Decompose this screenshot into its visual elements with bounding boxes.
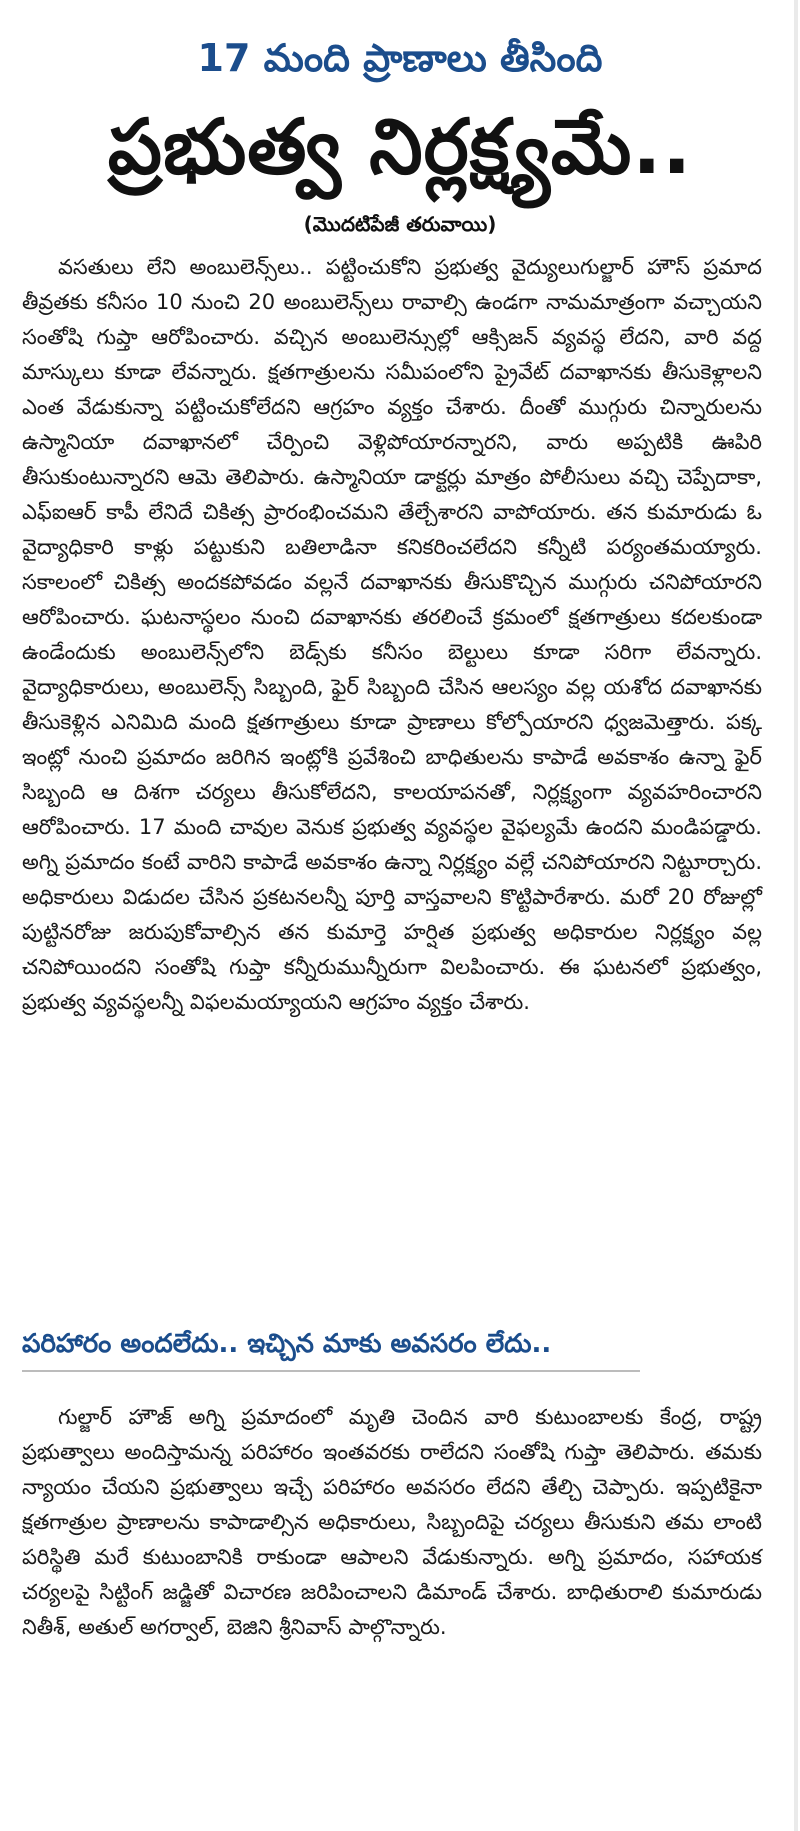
article-paragraph-2: గుల్జార్ హౌజ్ అగ్ని ప్రమాదంలో మృతి చెందిన వారి కుటుంబాలకు కేంద్ర, రాష్ట్ర ప్రభుత్వాలు అందిస్తామన్న పరిహారం ఇంతవరకు రాలేదని సంతోషి గుప్తా తెలిపారు. తమకు న్యాయం చేయని ప్రభుత్వాలు ఇచ్చే పరిహారం అవసరం లేదని తేల్చి చెప్పారు. ఇప్పటికైనా క్షతగాత్రుల ప్రాణాలను కాపాడాల్సిన అధికారులు, సిబ్బందిపై చర్యలు తీసుకుని తమ లాంటి పరిస్థితి మరే కుటుంబానికి రాకుండా ఆపాలని వేడుకున్నారు. అగ్ని ప్రమాదం, సహాయక చర్యలపై సిట్టింగ్ జడ్జితో విచారణ జరిపించాలని డిమాండ్ చేశారు. బాధితురాలి కుమారుడు నితీశ్, అతుల్ అగర్వాల్, బెజిని శ్రీనివాస్ పాల్గొన్నారు.	[22, 1405, 762, 1639]
article-headline: ప్రభుత్వ నిర్లక్ష్యమే..	[107, 102, 693, 191]
page-edge-rule	[794, 0, 798, 1831]
article-subhead: పరిహారం అందలేదు.. ఇచ్చిన మాకు అవసరం లేదు..	[22, 1322, 640, 1372]
continuation-note: (మొదటిపేజీ తరువాయి)	[303, 212, 497, 236]
article-kicker: 17 మంది ప్రాణాలు తీసింది	[197, 36, 603, 80]
article-paragraph-1: వసతులు లేని అంబులెన్స్‌లు.. పట్టించుకోని ప్రభుత్వ వైద్యులుగుల్జార్ హౌస్ ప్రమాద తీవ్రతకు కనీసం 10 నుంచి 20 అంబులెన్స్‌లు రావాల్సి ఉండగా నామమాత్రంగా వచ్చాయని సంతోషి గుప్తా ఆరోపించారు. వచ్చిన అంబులెన్సుల్లో ఆక్సిజన్ వ్యవస్థ లేదని, వారి వద్ద మాస్కులు కూడా లేవన్నారు. క్షతగాత్రులను సమీపంలోని ప్రైవేట్ దవాఖానకు తీసుకెళ్లాలని ఎంత వేడుకున్నా పట్టించుకోలేదని ఆగ్రహం వ్యక్తం చేశారు. దీంతో ముగ్గురు చిన్నారులను ఉస్మానియా దవాఖానలో చేర్పించి వెళ్లిపోయారన్నారని, వారు అప్పటికి ఊపిరి తీసుకుంటున్నారని ఆమె తెలిపారు. ఉస్మానియా డాక్టర్లు మాత్రం పోలీసులు వచ్చి చెప్పేదాకా, ఎఫ్ఐఆర్ కాపీ లేనిదే చికిత్స ప్రారంభించమని తేల్చేశారని వాపోయారు. తన కుమారుడు ఓ వైద్యాధికారి కాళ్లు పట్టుకుని బతిలాడినా కనికరించలేదని కన్నీటి పర్యంతమయ్యారు. సకాలంలో చికిత్స అందకపోవడం వల్లనే దవాఖానకు తీసుకొచ్చిన ముగ్గురు చనిపోయారని ఆరోపించారు. ఘటనాస్థలం నుంచి దవాఖానకు తరలించే క్రమంలో క్షతగాత్రులు కదలకుండా ఉండేందుకు అంబులెన్స్‌లోని బెడ్స్‌కు కనీసం బెల్టులు కూడా సరిగా లేవన్నారు. వైద్యాధికారులు, అంబులెన్స్ సిబ్బంది, ఫైర్ సిబ్బంది చేసిన ఆలస్యం వల్ల యశోద దవాఖానకు తీసుకెళ్లిన ఎనిమిది మంది క్షతగాత్రులు కూడా ప్రాణాలు కోల్పోయారని ధ్వజమెత్తారు. పక్క ఇంట్లో నుంచి ప్రమాదం జరిగిన ఇంట్లోకి ప్రవేశించి బాధితులను కాపాడే అవకాశం ఉన్నా ఫైర్ సిబ్బంది ఆ దిశగా చర్యలు తీసుకోలేదని, కాలయాపనతో, నిర్లక్ష్యంగా వ్యవహరించారని ఆరోపించారు. 17 మంది చావుల వెనుక ప్రభుత్వ వ్యవస్థల వైఫల్యమే ఉందని మండిపడ్డారు. అగ్ని ప్రమాదం కంటే వారిని కాపాడే అవకాశం ఉన్నా నిర్లక్ష్యం వల్లే చనిపోయారని నిట్టూర్చారు. అధికారులు విడుదల చేసిన ప్రకటనలన్నీ పూర్తి వాస్తవాలని కొట్టిపారేశారు. మరో 20 రోజుల్లో పుట్టినరోజు జరుపుకోవాల్సిన తన కుమార్తె హర్షిత ప్రభుత్వ అధికారుల నిర్లక్ష్యం వల్ల చనిపోయిందని సంతోషి గుప్తా కన్నీరుమున్నీరుగా విలపించారు. ఈ ఘటనలో ప్రభుత్వం, ప్రభుత్వ వ్యవస్థలన్నీ విఫలమయ్యాయని ఆగ్రహం వ్యక్తం చేశారు.	[22, 255, 762, 1014]
